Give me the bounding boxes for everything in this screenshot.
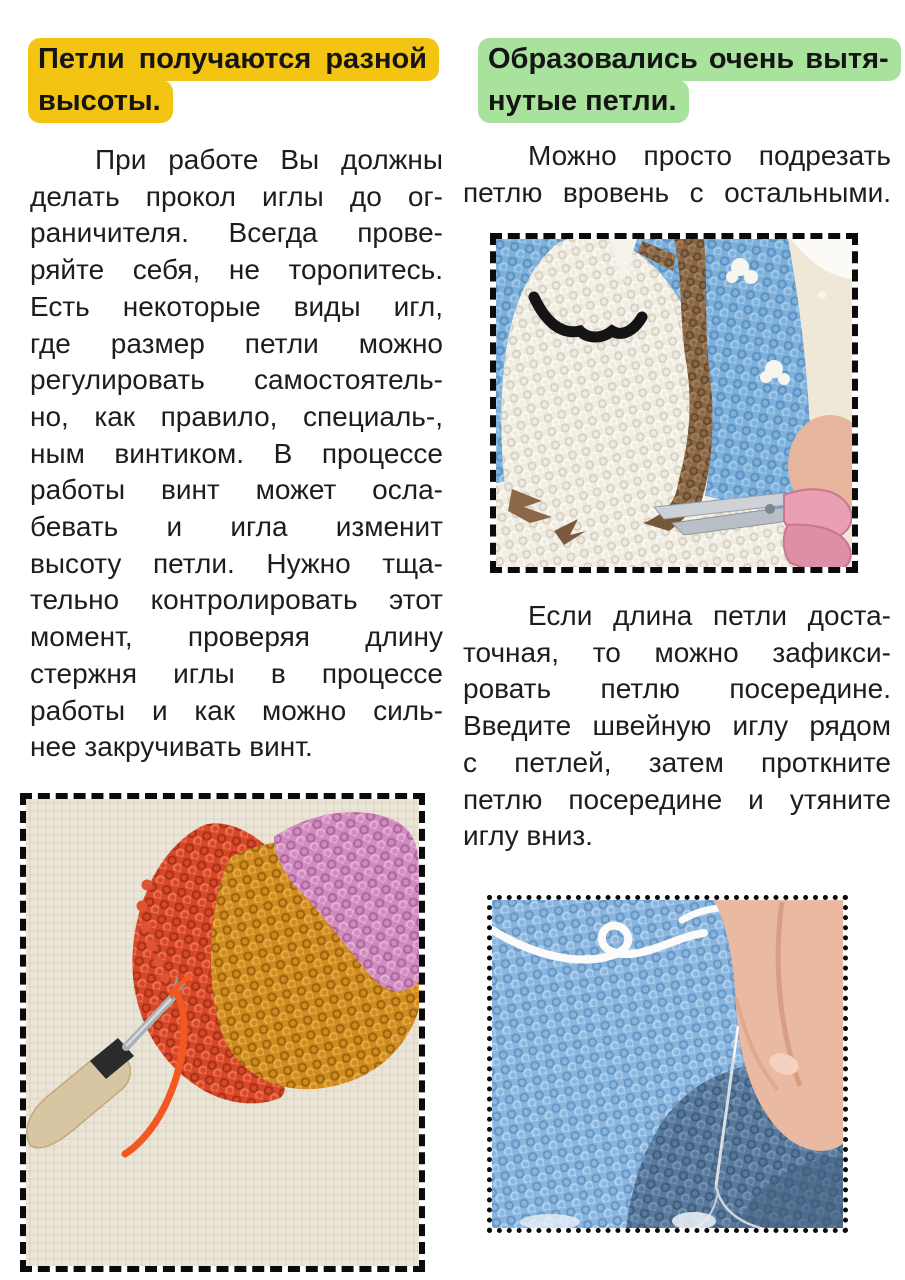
body-paragraph-trim-loop (463, 138, 891, 211)
paragraph-line: ровать петлю посередине. (463, 673, 891, 705)
paragraph-line: работы и как можно силь- (30, 694, 443, 726)
paragraph-line: работы винт может осла- (30, 474, 443, 506)
paragraph-line: раничителя. Всегда прове- (30, 217, 443, 249)
paragraph-line: иглу вниз. (463, 820, 593, 852)
paragraph-line: бевать и игла изменит (30, 511, 443, 543)
yarn-loops (132, 812, 419, 1103)
body-paragraph-fix-loop (463, 598, 891, 855)
paragraph-line: тельно контролировать этот (30, 584, 443, 616)
paragraph-line: При работе Вы должны (95, 144, 443, 175)
photo-snowman-scissors (490, 233, 858, 573)
heading-line: нутые петли. (478, 80, 689, 123)
paragraph-line: Есть некоторые виды игл, (30, 290, 443, 322)
heading-loops-different-height (28, 38, 428, 123)
heading-line: высоты. (28, 80, 173, 123)
paragraph-line: но, как правило, специаль-, (30, 400, 443, 432)
paragraph-line: петлю посередине и утяните (463, 783, 891, 815)
paragraph-line: Можно просто подрезать (528, 140, 891, 171)
hand-needle-illustration (492, 900, 843, 1228)
punch-needle-illustration (26, 799, 419, 1266)
photo-punch-needle-and-loops (20, 793, 425, 1272)
paragraph-line: с петлей, затем проткните (463, 746, 891, 778)
paragraph-line: регулировать самостоятель- (30, 364, 443, 396)
paragraph-line: где размер петли можно (30, 327, 443, 359)
paragraph-line: высоту петли. Нужно тща- (30, 547, 443, 579)
paragraph-line: ным винтиком. В процессе (30, 437, 443, 469)
photo-hand-sewing-needle (487, 895, 848, 1233)
body-paragraph-needle-depth (30, 142, 443, 766)
paragraph-line: Введите швейную иглу рядом (463, 710, 891, 742)
paragraph-line: момент, проверяя длину (30, 621, 443, 653)
paragraph-line: ряйте себя, не торопитесь. (30, 254, 443, 286)
paragraph-line: нее закручивать винт. (30, 731, 313, 763)
paragraph-line: петлю вровень с остальными. (463, 176, 891, 208)
heading-line: Петли получаются разной (28, 38, 439, 81)
paragraph-line: делать прокол иглы до ог- (30, 180, 443, 212)
scissor-screw (765, 504, 775, 514)
paragraph-line: Если длина петли доста- (528, 600, 891, 631)
paragraph-line: точная, то можно зафикси- (463, 636, 891, 668)
heading-stretched-loops (478, 38, 890, 123)
heading-line: Образовались очень вытя- (478, 38, 901, 81)
paragraph-line: стержня иглы в процессе (30, 657, 443, 689)
snowman-scissors-illustration (496, 239, 852, 567)
